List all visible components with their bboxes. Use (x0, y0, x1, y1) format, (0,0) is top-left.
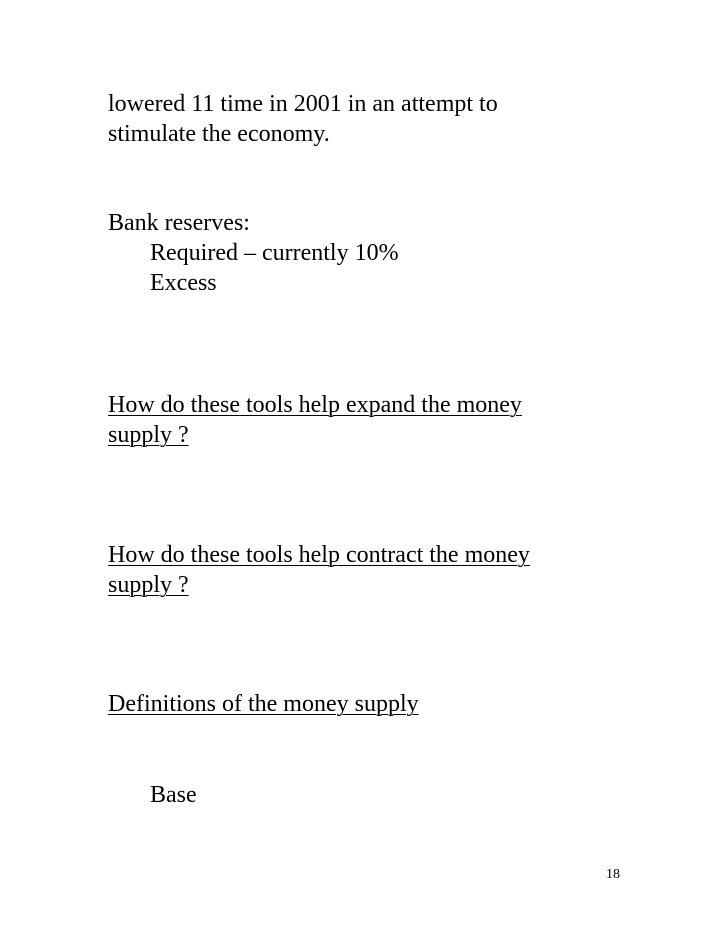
excess-reserves-item: Excess (150, 270, 217, 296)
bank-reserves-heading: Bank reserves: (108, 210, 250, 236)
paragraph-line-1: lowered 11 time in 2001 in an attempt to (108, 91, 498, 117)
required-reserves-item: Required – currently 10% (150, 240, 399, 266)
question-contract-line-1: How do these tools help contract the money (108, 542, 530, 568)
question-contract-line-2: supply ? (108, 572, 189, 598)
base-item: Base (150, 782, 197, 808)
page-number: 18 (606, 867, 620, 882)
definitions-heading: Definitions of the money supply (108, 691, 419, 717)
question-expand-line-1: How do these tools help expand the money (108, 392, 522, 418)
question-expand-line-2: supply ? (108, 422, 189, 448)
paragraph-line-2: stimulate the economy. (108, 121, 330, 147)
